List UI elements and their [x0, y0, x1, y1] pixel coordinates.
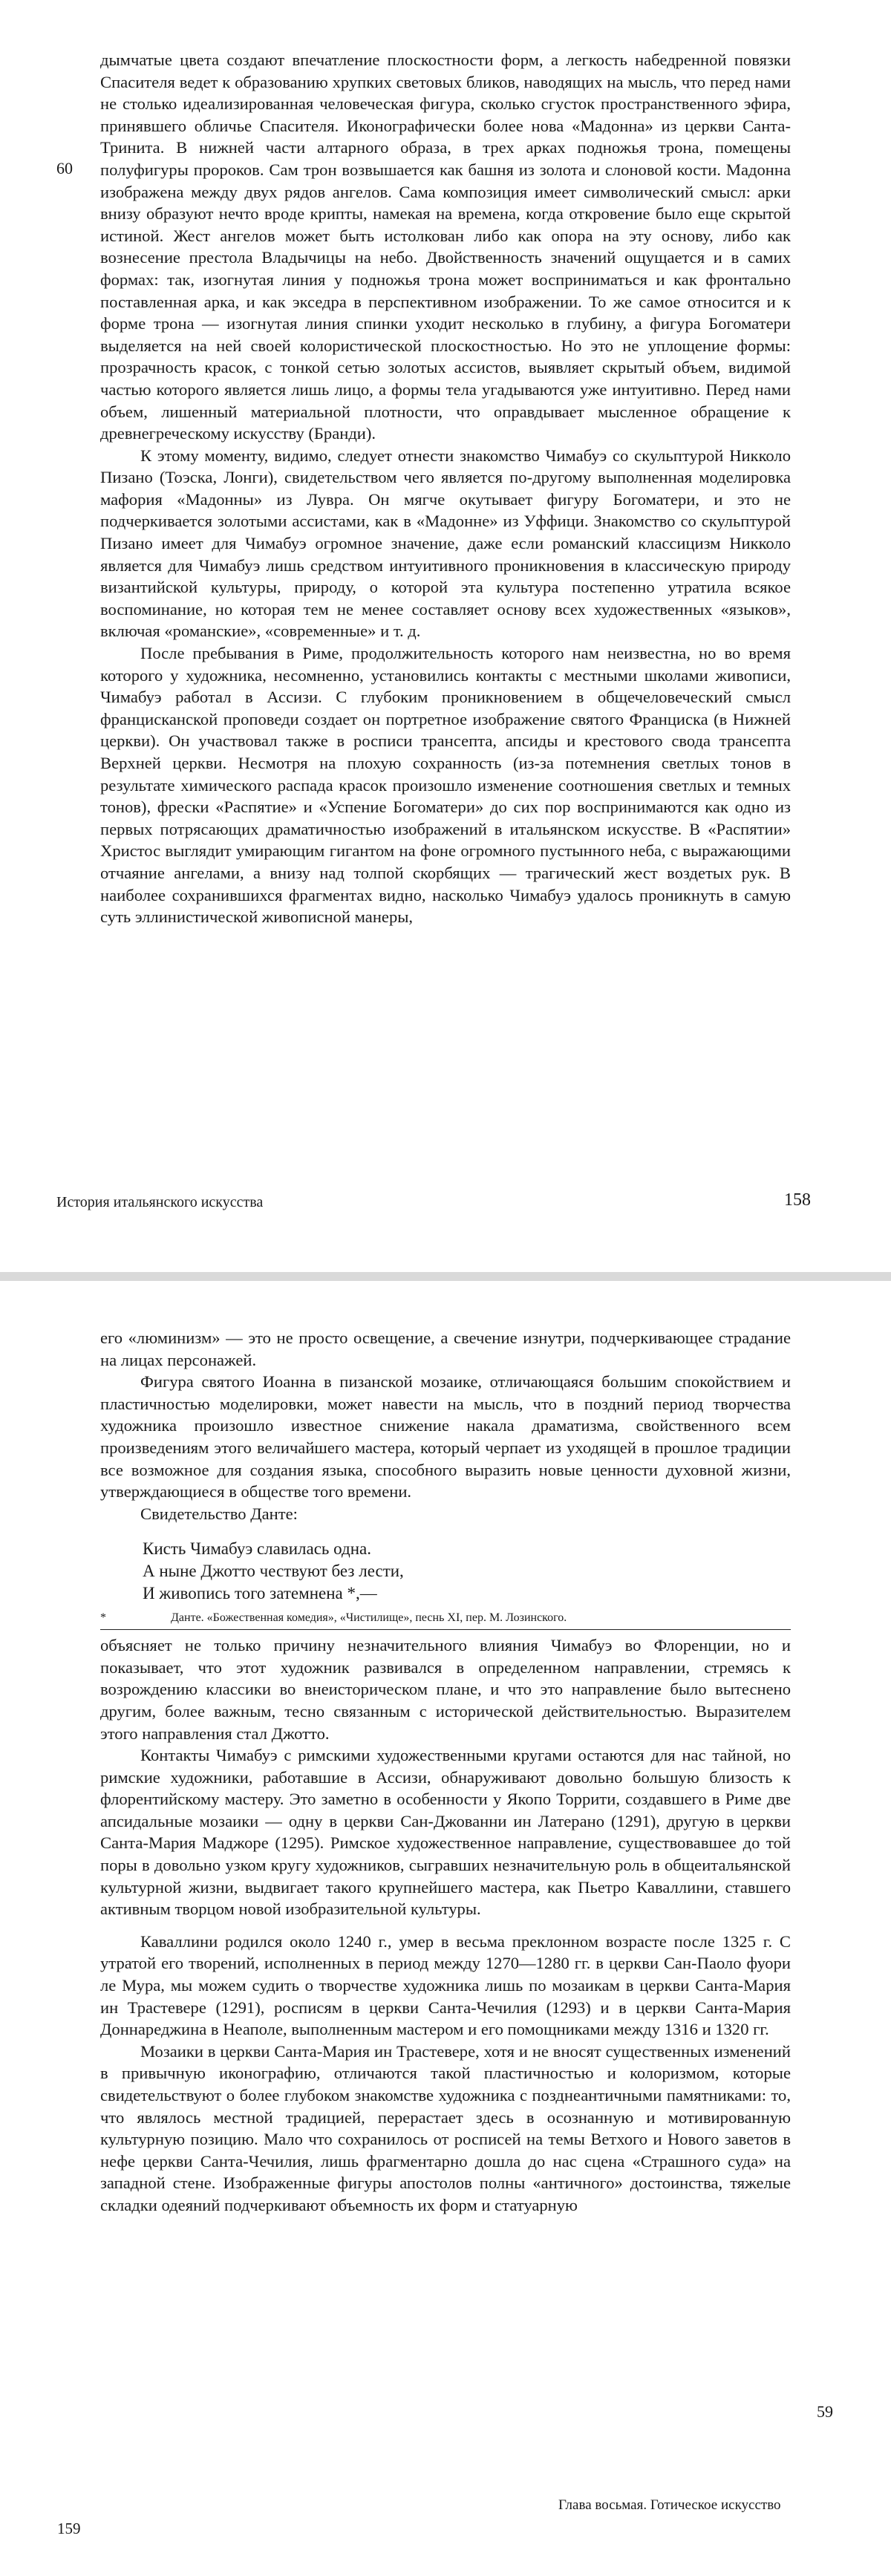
page-number: 159 [57, 2520, 81, 2537]
paragraph: После пребывания в Риме, продолжительность которого нам неизвестна, но во время которого у художника, несомненно, установились контакты с местными школами живописи, Чимабуэ работал в Ассизи. С глубоким проникновением в общечеловеческий смысл францисканской проповеди создает он портретное изображение святого Франциска (в Нижней церкви). Он участвовал также в росписи трансепта, апсиды и крестового свода трансепта Верхней церкви. Несмотря на плохую сохранность (из-за потемнения светлых тонов в результате химического распада красок произошло изменение соотношения светлых и темных тонов), фрески «Распятие» и «Успение Богоматери» до сих пор воспринимаются как одно из первых потрясающих драматичностью изображений в итальянском искусстве. В «Распятии» Христос выглядит умирающим гигантом на фоне огромного пустынного неба, с выражающими отчаяние ангелами, а внизу над толпой скорбящих — трагический жест воздетых рук. В наиболее сохранившихся фрагментах видно, насколько Чимабуэ удалось проникнуть в самую суть эллинистической живописной манеры, [100, 644, 791, 927]
footnote-text: Данте. «Божественная комедия», «Чистилище», песнь XI, пер. М. Лозинского. [171, 1611, 567, 1625]
running-title: Глава восьмая. Готическое искусство [558, 2497, 781, 2513]
paragraph: К этому моменту, видимо, следует отнести знакомство Чимабуэ со скульптурой Никколо Пизано (Тоэска, Лонги), свидетельством чего является по-другому выполненная моделировка мафория «Мадонны» из Лувра. Он мягче окутывает фигуру Богоматери, и это не подчеркивается золотыми ассистами, как в «Мадонне» из Уффици. Знакомство со скульптурой Пизано имеет для Чимабуэ огромное значение, даже если романский классицизм Никколо является для Чимабуэ лишь средством интуитивного проникновения в классическую природу византийской культуры, природу, о которой эта культура постепенно утратила всякое воспоминание, но которая тем не менее составляет основу всех художественных «языков», включая «романские», «современные» и т. д. [100, 446, 791, 641]
page-158-body [100, 49, 791, 928]
margin-illustration-number: 59 [817, 2402, 833, 2421]
margin-illustration-number: 60 [56, 159, 73, 177]
running-title: История итальянского искусства [56, 1194, 264, 1210]
paragraph: его «люминизм» — это не просто освещение, а свечение изнутри, подчеркивающее страдание на лицах персонажей. [100, 1328, 791, 1369]
paragraph: Контакты Чимабуэ с римскими художественными кругами остаются для нас тайной, но римские художники, работавшие в Ассизи, обнаруживают довольно большую близость к флорентийскому мастеру. Это заметно в особенности у Якопо Торрити, создавшего в Риме две апсидальные мозаики — одну в церкви Сан-Джованни ин Латерано (1291), другую в церкви Санта-Мария Маджоре (1295). Римское художественное направление, существовавшее до той поры в довольно узком кругу художников, сыгравших незначительную роль в общеитальянской культурной жизни, выдвигает такого крупнейшего мастера, как Пьетро Каваллини, ставшего активным творцом новой изобразительной культуры. [100, 1746, 791, 1919]
paragraph: дымчатые цвета создают впечатление плоскостности форм, а легкость набедренной повязки Спасителя ведет к образованию хрупких световых бликов, наводящих на мысль, что перед нами не столько идеализированная человеческая фигура, сколько сгусток пространственного эфира, принявшего обличье Спасителя. Иконографически более нова «Мадонна» из церкви Санта-Тринита. В нижней части алтарного образа, в трех арках подножья трона, помещены полуфигуры пророков. Сам трон возвышается как башня из золота и слоновой кости. Мадонна изображена между двух рядов ангелов. Сама композиция имеет символический смысл: арки внизу образуют нечто вроде крипты, намекая на времена, когда откровение было еще скрытой истиной. Жест ангелов может быть истолкован либо как опора на эту основу, либо как вознесение престола Владычицы на небо. Двойственность значений ощущается и в самих формах: так, изогнутая линия у подножья трона может восприниматься и как фронтально поставленная арка, и как экседра в перспективном изображении. То же самое относится и к форме трона — изогнутая линия спинки уходит несколько в глубину, а фигура Богоматери выделяется на ней своей колористической плоскостностью. Но это не уплощение формы: прозрачность красок, с тонкой сетью золотых ассистов, выявляет скрытый объем, видимой частью которого является лишь лицо, а формы тела угадываются уже интуитивно. Перед нами объем, лишенный материальной плотности, что оправдывает мысленное обращение к древнегреческому искусству (Бранди). [100, 50, 791, 443]
paragraph: Каваллини родился около 1240 г., умер в весьма преклонном возрасте после 1325 г. С утратой его творений, исполненных в период между 1270—1280 гг. в церкви Сан-Паоло фуори ле Мура, мы можем судить о творчестве художника лишь по мозаикам в церкви Санта-Мария ин Трастевере (1291), росписям в церкви Санта-Чечилия (1293) и в церкви Санта-Мария Доннареджина в Неаполе, выполненным мастером и его помощниками между 1316 и 1320 гг. [100, 1931, 791, 2039]
dante-quote [143, 1538, 791, 1604]
paragraph: Фигура святого Иоанна в пизанской мозаике, отличающаяся большим спокойствием и пластичностью моделировки, может навести на мысль, что в поздний период творчества художника произошло известное снижение накала драматизма, свойственного всем произведениям этого величайшего мастера, который черпает из уходящей в прошлое традиции все возможное для создания языка, способного выразить новые ценности духовной жизни, утверждающиеся в обществе того времени. [100, 1372, 791, 1501]
verse-line: Кисть Чимабуэ славилась одна. [143, 1539, 371, 1559]
paragraph: Свидетельство Данте: [140, 1504, 298, 1523]
page-159 [0, 1281, 891, 2576]
page-number: 158 [784, 1190, 811, 1210]
page-158 [0, 0, 891, 1272]
page-159-body [100, 1327, 791, 2217]
paragraph: Мозаики в церкви Санта-Мария ин Трастевере, хотя и не вносят существенных изменений в привычную иконографию, отличаются такой пластичностью и колоризмом, которые свидетельствуют о более глубоком знакомстве художника с позднеантичными памятниками: то, что являлось местной традицией, перерастает здесь в осознанную и мотивированную культурную позицию. Мало что сохранилось от росписей на темы Ветхого и Нового заветов в нефе церкви Санта-Чечилия, лишь фрагментарно дошла до нас сцена «Страшного суда» на западной стене. Изображенные фигуры апостолов полны «античного» достоинства, тяжелые складки одеяний подчеркивают объемность их форм и статуарную [100, 2041, 791, 2214]
verse-line: И живопись того затемнена *,— [143, 1583, 377, 1602]
paragraph: объясняет не только причину незначительного влияния Чимабуэ во Флоренции, но и показывает, что этот художник развивался в определенном направлении, стремясь к возрождению классики во внеисторическом плане, и что это направление было вытеснено другим, более важным, тесно связанным с исторической действительностью. Выразителем этого направления стал Джотто. [100, 1636, 791, 1743]
footnote-mark: * [100, 1611, 106, 1625]
verse-line: А ныне Джотто чествуют без лести, [143, 1561, 404, 1580]
footnote [100, 1610, 791, 1630]
